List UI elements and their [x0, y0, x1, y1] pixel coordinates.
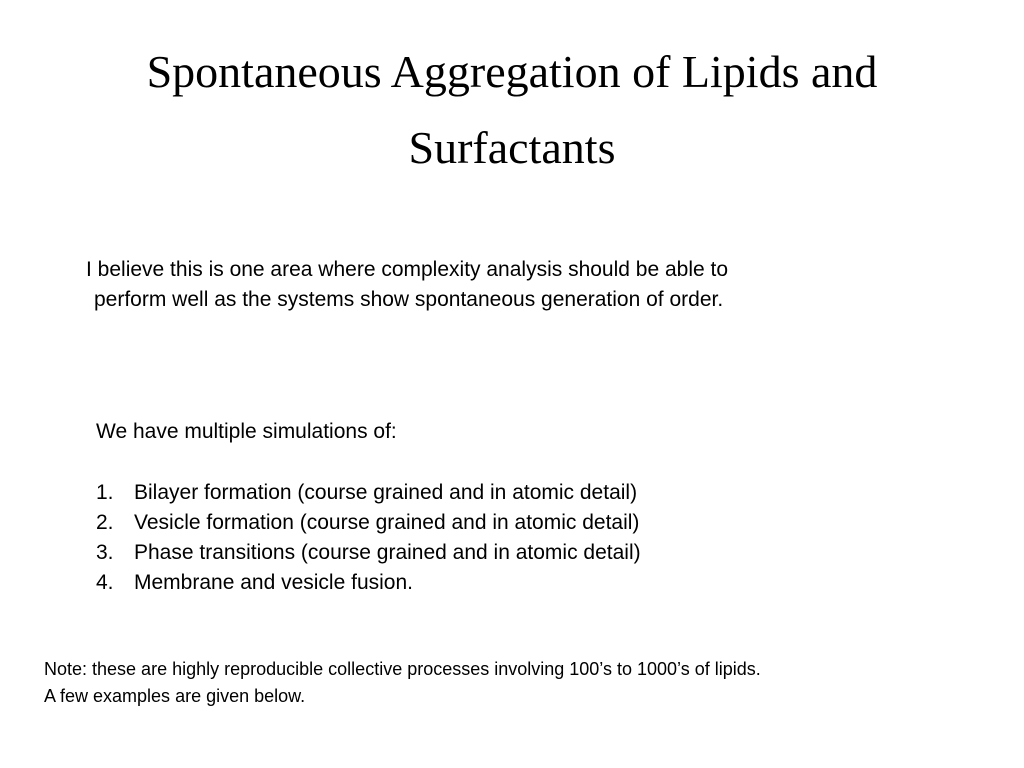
- list-item: [96, 508, 896, 538]
- note-line-1: Note: these are highly reproducible collective processes involving 100’s to 1000’s of lipids.: [44, 659, 761, 679]
- intro-paragraph: [86, 255, 886, 315]
- note-line-2: A few examples are given below.: [44, 686, 306, 706]
- list-item: [96, 568, 896, 598]
- intro-line-2: perform well as the systems show spontaneous generation of order.: [94, 288, 724, 311]
- list-item-number: 4.: [96, 571, 114, 594]
- list-item-number: 2.: [96, 511, 114, 534]
- simulations-section: [96, 417, 896, 598]
- slide-title-line-1: Spontaneous Aggregation of Lipids and: [146, 46, 878, 97]
- intro-line-1: I believe this is one area where complexity analysis should be able to: [86, 258, 729, 281]
- simulations-list: [96, 478, 896, 598]
- list-item-number: 1.: [96, 481, 114, 504]
- list-item: [96, 478, 896, 508]
- slide-title: [60, 34, 964, 186]
- simulations-heading: We have multiple simulations of:: [96, 420, 397, 443]
- list-item-text: Bilayer formation (course grained and in atomic detail): [134, 481, 638, 504]
- list-item-text: Vesicle formation (course grained and in atomic detail): [134, 511, 640, 534]
- list-item-number: 3.: [96, 541, 114, 564]
- note-paragraph: [44, 656, 1004, 710]
- list-item-text: Phase transitions (course grained and in atomic detail): [134, 541, 641, 564]
- list-item: [96, 538, 896, 568]
- list-item-text: Membrane and vesicle fusion.: [134, 571, 413, 594]
- slide-title-line-2: Surfactants: [408, 122, 616, 173]
